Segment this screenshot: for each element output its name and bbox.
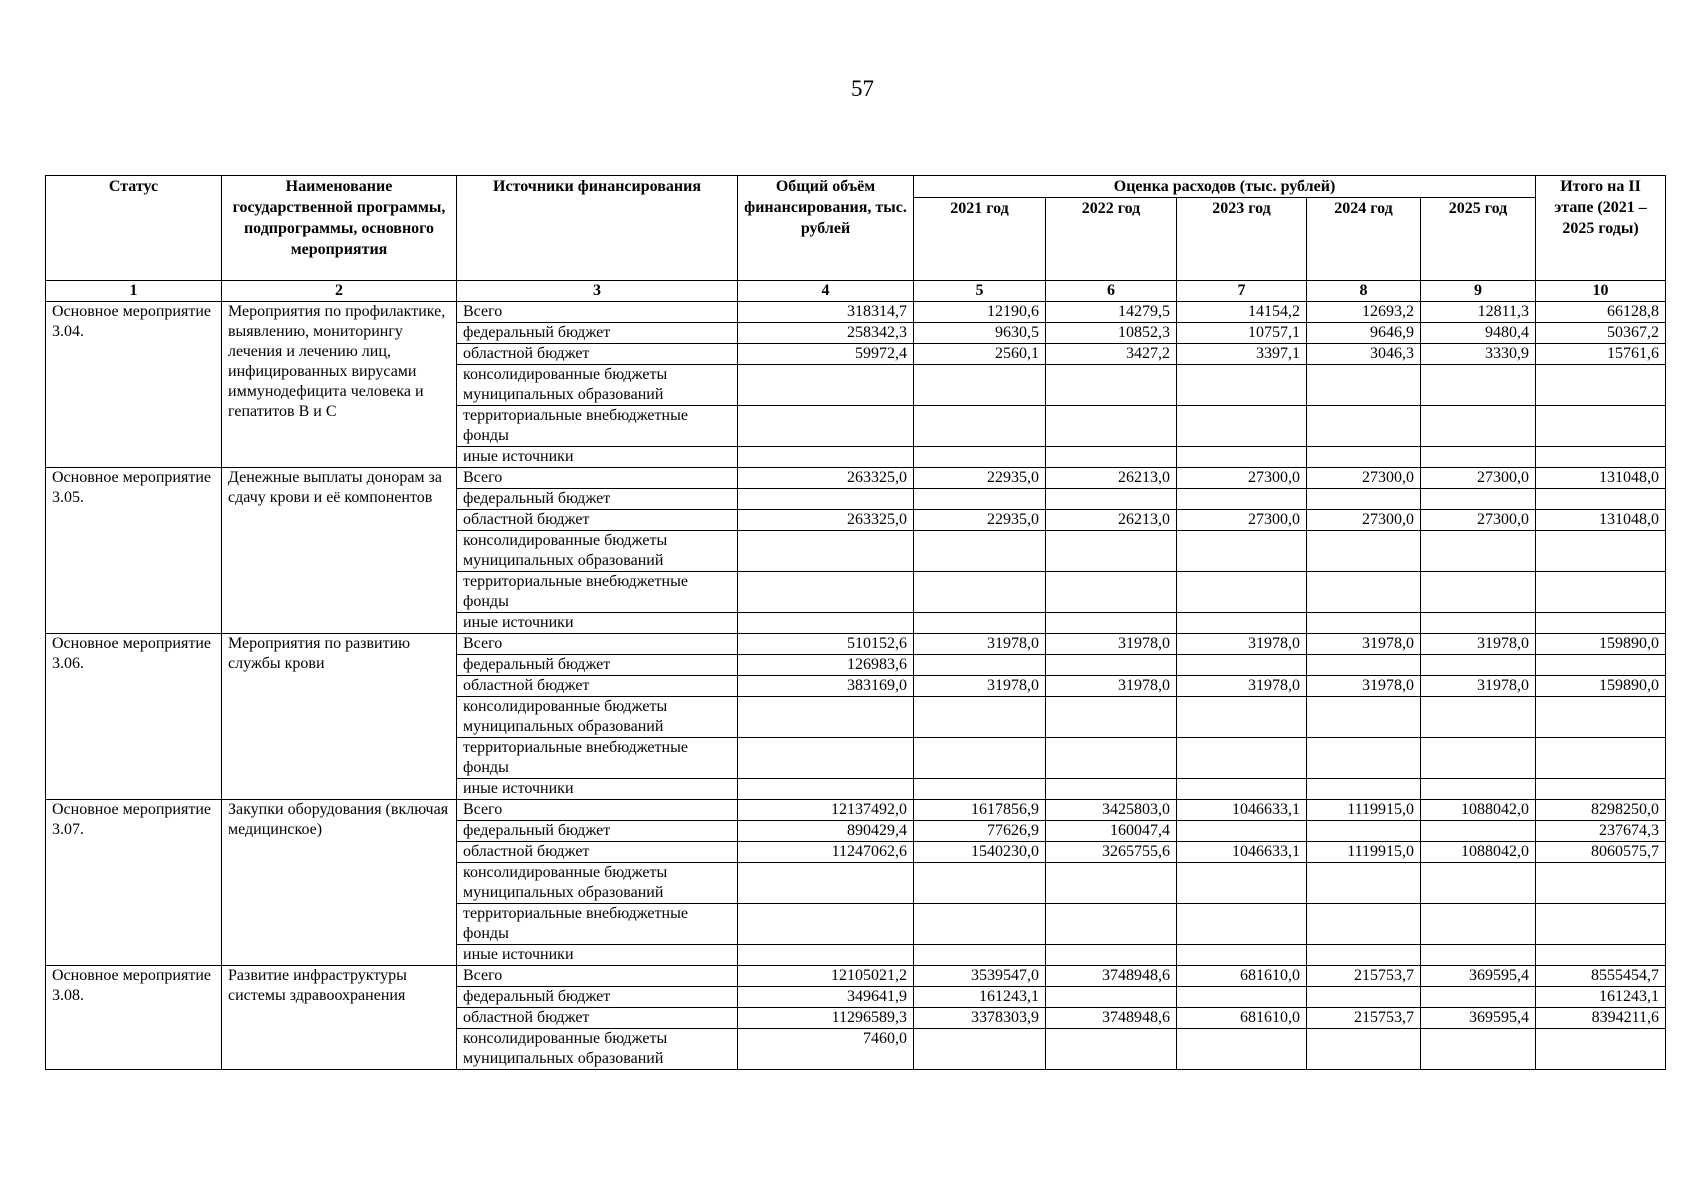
header-year: 2023 год [1177, 198, 1307, 281]
year-value-cell: 3427,2 [1046, 344, 1177, 365]
year-value-cell: 1119915,0 [1307, 842, 1421, 863]
year-value-cell: 161243,1 [914, 987, 1046, 1008]
year-value-cell [1421, 904, 1536, 945]
source-cell: федеральный бюджет [457, 323, 738, 344]
year-value-cell [1307, 531, 1421, 572]
column-number: 2 [222, 281, 457, 302]
year-value-cell [1046, 1029, 1177, 1070]
year-value-cell: 10757,1 [1177, 323, 1307, 344]
year-value-cell [914, 779, 1046, 800]
total-cell [738, 489, 914, 510]
year-value-cell [1307, 613, 1421, 634]
source-cell: федеральный бюджет [457, 987, 738, 1008]
column-number: 7 [1177, 281, 1307, 302]
source-cell: иные источники [457, 945, 738, 966]
year-value-cell: 160047,4 [1046, 821, 1177, 842]
total-cell: 318314,7 [738, 302, 914, 323]
stage-total-cell [1536, 613, 1666, 634]
year-value-cell [1421, 987, 1536, 1008]
source-cell: территориальные внебюджетные фонды [457, 572, 738, 613]
source-cell: консолидированные бюджеты муниципальных образований [457, 365, 738, 406]
year-value-cell [1177, 613, 1307, 634]
stage-total-cell [1536, 655, 1666, 676]
stage-total-cell [1536, 738, 1666, 779]
source-cell: Всего [457, 634, 738, 655]
source-cell: федеральный бюджет [457, 489, 738, 510]
stage-total-cell: 131048,0 [1536, 510, 1666, 531]
total-cell [738, 613, 914, 634]
year-value-cell: 3265755,6 [1046, 842, 1177, 863]
year-value-cell: 3046,3 [1307, 344, 1421, 365]
total-cell: 258342,3 [738, 323, 914, 344]
year-value-cell: 1046633,1 [1177, 800, 1307, 821]
stage-total-cell [1536, 904, 1666, 945]
table-row [46, 800, 1666, 821]
year-value-cell: 369595,4 [1421, 966, 1536, 987]
year-value-cell: 3378303,9 [914, 1008, 1046, 1029]
year-value-cell [1307, 987, 1421, 1008]
source-cell: областной бюджет [457, 676, 738, 697]
year-value-cell: 27300,0 [1177, 468, 1307, 489]
year-value-cell [1421, 1029, 1536, 1070]
year-value-cell [1421, 821, 1536, 842]
stage-total-cell [1536, 863, 1666, 904]
column-number: 9 [1421, 281, 1536, 302]
stage-total-cell [1536, 945, 1666, 966]
year-value-cell [1177, 821, 1307, 842]
header-status: Статус [46, 176, 222, 281]
source-cell: областной бюджет [457, 842, 738, 863]
column-numbers-row [46, 281, 1666, 302]
year-value-cell: 215753,7 [1307, 966, 1421, 987]
total-cell: 12137492,0 [738, 800, 914, 821]
year-value-cell [1177, 406, 1307, 447]
year-value-cell [1421, 613, 1536, 634]
year-value-cell [1421, 697, 1536, 738]
year-value-cell [1177, 655, 1307, 676]
stage-total-cell [1536, 489, 1666, 510]
source-cell: областной бюджет [457, 1008, 738, 1029]
year-value-cell: 22935,0 [914, 468, 1046, 489]
total-cell: 510152,6 [738, 634, 914, 655]
header-stage-total: Итого на II этапе (2021 – 2025 годы) [1536, 176, 1666, 281]
total-cell: 7460,0 [738, 1029, 914, 1070]
measure-name-cell: Денежные выплаты донорам за сдачу крови и её компонентов [222, 468, 457, 634]
year-value-cell: 26213,0 [1046, 510, 1177, 531]
source-cell: консолидированные бюджеты муниципальных образований [457, 1029, 738, 1070]
year-value-cell [1307, 365, 1421, 406]
year-value-cell: 3748948,6 [1046, 1008, 1177, 1029]
column-number: 6 [1046, 281, 1177, 302]
year-value-cell [1177, 365, 1307, 406]
table-row [46, 966, 1666, 987]
stage-total-cell: 15761,6 [1536, 344, 1666, 365]
year-value-cell [1177, 987, 1307, 1008]
year-value-cell [1421, 738, 1536, 779]
year-value-cell [914, 697, 1046, 738]
source-cell: федеральный бюджет [457, 655, 738, 676]
year-value-cell [1046, 406, 1177, 447]
year-value-cell: 1119915,0 [1307, 800, 1421, 821]
year-value-cell [1307, 863, 1421, 904]
stage-total-cell [1536, 697, 1666, 738]
year-value-cell: 369595,4 [1421, 1008, 1536, 1029]
year-value-cell: 31978,0 [914, 676, 1046, 697]
header-year: 2021 год [914, 198, 1046, 281]
year-value-cell: 1540230,0 [914, 842, 1046, 863]
year-value-cell [914, 365, 1046, 406]
table-body [46, 302, 1666, 1070]
source-cell: областной бюджет [457, 510, 738, 531]
stage-total-cell [1536, 779, 1666, 800]
year-value-cell: 26213,0 [1046, 468, 1177, 489]
year-value-cell: 12811,3 [1421, 302, 1536, 323]
total-cell: 126983,6 [738, 655, 914, 676]
year-value-cell [1421, 365, 1536, 406]
year-value-cell [1177, 697, 1307, 738]
header-sources: Источники финансирования [457, 176, 738, 281]
year-value-cell [1177, 489, 1307, 510]
stage-total-cell: 161243,1 [1536, 987, 1666, 1008]
year-value-cell [1307, 447, 1421, 468]
stage-total-cell: 8555454,7 [1536, 966, 1666, 987]
year-value-cell [914, 1029, 1046, 1070]
column-number: 4 [738, 281, 914, 302]
year-value-cell [914, 863, 1046, 904]
total-cell [738, 863, 914, 904]
year-value-cell [1307, 945, 1421, 966]
source-cell: территориальные внебюджетные фонды [457, 904, 738, 945]
total-cell [738, 779, 914, 800]
year-value-cell: 77626,9 [914, 821, 1046, 842]
year-value-cell [1307, 489, 1421, 510]
source-cell: территориальные внебюджетные фонды [457, 406, 738, 447]
year-value-cell [1046, 945, 1177, 966]
year-value-cell [1307, 697, 1421, 738]
total-cell: 59972,4 [738, 344, 914, 365]
year-value-cell: 27300,0 [1177, 510, 1307, 531]
year-value-cell [1421, 489, 1536, 510]
status-cell: Основное мероприятие 3.06. [46, 634, 222, 800]
year-value-cell [1046, 447, 1177, 468]
stage-total-cell [1536, 406, 1666, 447]
year-value-cell [1421, 863, 1536, 904]
year-value-cell [1046, 697, 1177, 738]
year-value-cell [1421, 655, 1536, 676]
year-value-cell [1177, 945, 1307, 966]
year-value-cell [1046, 738, 1177, 779]
year-value-cell [914, 572, 1046, 613]
year-value-cell [1421, 779, 1536, 800]
year-value-cell: 9630,5 [914, 323, 1046, 344]
year-value-cell [914, 489, 1046, 510]
year-value-cell [914, 655, 1046, 676]
stage-total-cell: 8394211,6 [1536, 1008, 1666, 1029]
stage-total-cell: 159890,0 [1536, 676, 1666, 697]
year-value-cell [914, 531, 1046, 572]
year-value-cell [1177, 738, 1307, 779]
year-value-cell [914, 945, 1046, 966]
source-cell: консолидированные бюджеты муниципальных образований [457, 531, 738, 572]
source-cell: иные источники [457, 613, 738, 634]
year-value-cell: 681610,0 [1177, 1008, 1307, 1029]
measure-name-cell: Мероприятия по развитию службы крови [222, 634, 457, 800]
total-cell [738, 945, 914, 966]
year-value-cell [1307, 738, 1421, 779]
year-value-cell [1046, 613, 1177, 634]
column-number: 5 [914, 281, 1046, 302]
year-value-cell: 12693,2 [1307, 302, 1421, 323]
year-value-cell [1046, 489, 1177, 510]
year-value-cell [1177, 863, 1307, 904]
total-cell [738, 365, 914, 406]
year-value-cell: 31978,0 [1307, 634, 1421, 655]
year-value-cell [914, 447, 1046, 468]
year-value-cell [1421, 945, 1536, 966]
measure-name-cell: Развитие инфраструктуры системы здравоохранения [222, 966, 457, 1070]
source-cell: консолидированные бюджеты муниципальных образований [457, 863, 738, 904]
year-value-cell: 27300,0 [1307, 468, 1421, 489]
header-estimate: Оценка расходов (тыс. рублей) [914, 176, 1536, 198]
year-value-cell [1421, 447, 1536, 468]
source-cell: федеральный бюджет [457, 821, 738, 842]
year-value-cell [1046, 779, 1177, 800]
source-cell: областной бюджет [457, 344, 738, 365]
year-value-cell: 12190,6 [914, 302, 1046, 323]
column-number: 1 [46, 281, 222, 302]
year-value-cell: 3425803,0 [1046, 800, 1177, 821]
stage-total-cell: 8298250,0 [1536, 800, 1666, 821]
total-cell: 263325,0 [738, 510, 914, 531]
source-cell: консолидированные бюджеты муниципальных образований [457, 697, 738, 738]
source-cell: иные источники [457, 447, 738, 468]
year-value-cell: 3397,1 [1177, 344, 1307, 365]
source-cell: Всего [457, 966, 738, 987]
total-cell [738, 531, 914, 572]
header-year: 2024 год [1307, 198, 1421, 281]
source-cell: Всего [457, 800, 738, 821]
total-cell: 890429,4 [738, 821, 914, 842]
stage-total-cell [1536, 365, 1666, 406]
total-cell: 11247062,6 [738, 842, 914, 863]
stage-total-cell: 8060575,7 [1536, 842, 1666, 863]
year-value-cell [1046, 655, 1177, 676]
year-value-cell [1307, 655, 1421, 676]
year-value-cell: 31978,0 [914, 634, 1046, 655]
year-value-cell [1177, 572, 1307, 613]
stage-total-cell [1536, 447, 1666, 468]
total-cell [738, 904, 914, 945]
year-value-cell: 31978,0 [1177, 676, 1307, 697]
stage-total-cell [1536, 1029, 1666, 1070]
year-value-cell [1177, 904, 1307, 945]
year-value-cell [1177, 447, 1307, 468]
total-cell [738, 447, 914, 468]
year-value-cell [1046, 531, 1177, 572]
total-cell [738, 572, 914, 613]
year-value-cell: 27300,0 [1307, 510, 1421, 531]
measure-name-cell: Закупки оборудования (включая медицинское) [222, 800, 457, 966]
stage-total-cell: 237674,3 [1536, 821, 1666, 842]
year-value-cell: 31978,0 [1046, 634, 1177, 655]
year-value-cell [1307, 1029, 1421, 1070]
total-cell: 11296589,3 [738, 1008, 914, 1029]
year-value-cell [1177, 531, 1307, 572]
year-value-cell [1046, 863, 1177, 904]
status-cell: Основное мероприятие 3.04. [46, 302, 222, 468]
year-value-cell: 3539547,0 [914, 966, 1046, 987]
year-value-cell: 9480,4 [1421, 323, 1536, 344]
year-value-cell [1307, 572, 1421, 613]
year-value-cell: 14154,2 [1177, 302, 1307, 323]
source-cell: территориальные внебюджетные фонды [457, 738, 738, 779]
year-value-cell: 3748948,6 [1046, 966, 1177, 987]
measure-name-cell: Мероприятия по профилактике, выявлению, мониторингу лечения и лечению лиц, инфицированных вирусами иммунодефицита человека и гепатитов В и С [222, 302, 457, 468]
year-value-cell: 215753,7 [1307, 1008, 1421, 1029]
year-value-cell: 9646,9 [1307, 323, 1421, 344]
year-value-cell [1046, 365, 1177, 406]
column-number: 8 [1307, 281, 1421, 302]
year-value-cell: 27300,0 [1421, 510, 1536, 531]
year-value-cell: 2560,1 [914, 344, 1046, 365]
year-value-cell [1177, 779, 1307, 800]
year-value-cell: 1088042,0 [1421, 842, 1536, 863]
year-value-cell: 1046633,1 [1177, 842, 1307, 863]
total-cell: 263325,0 [738, 468, 914, 489]
year-value-cell: 3330,9 [1421, 344, 1536, 365]
table-row [46, 302, 1666, 323]
header-total: Общий объём финансирования, тыс. рублей [738, 176, 914, 281]
column-number: 3 [457, 281, 738, 302]
stage-total-cell: 66128,8 [1536, 302, 1666, 323]
year-value-cell: 681610,0 [1177, 966, 1307, 987]
total-cell: 383169,0 [738, 676, 914, 697]
financing-table [45, 175, 1666, 1070]
total-cell [738, 406, 914, 447]
column-number: 10 [1536, 281, 1666, 302]
year-value-cell [1046, 904, 1177, 945]
total-cell [738, 738, 914, 779]
header-name: Наименование государственной программы, подпрограммы, основного мероприятия [222, 176, 457, 281]
table-row [46, 634, 1666, 655]
year-value-cell [914, 406, 1046, 447]
year-value-cell: 31978,0 [1177, 634, 1307, 655]
year-value-cell [914, 613, 1046, 634]
total-cell [738, 697, 914, 738]
stage-total-cell: 131048,0 [1536, 468, 1666, 489]
year-value-cell [1421, 406, 1536, 447]
source-cell: иные источники [457, 779, 738, 800]
year-value-cell: 31978,0 [1421, 676, 1536, 697]
year-value-cell: 27300,0 [1421, 468, 1536, 489]
year-value-cell: 31978,0 [1046, 676, 1177, 697]
table-header [46, 176, 1666, 302]
year-value-cell [1046, 987, 1177, 1008]
year-value-cell [1307, 821, 1421, 842]
status-cell: Основное мероприятие 3.08. [46, 966, 222, 1070]
year-value-cell: 14279,5 [1046, 302, 1177, 323]
year-value-cell: 31978,0 [1307, 676, 1421, 697]
stage-total-cell [1536, 531, 1666, 572]
year-value-cell: 1088042,0 [1421, 800, 1536, 821]
year-value-cell [1307, 406, 1421, 447]
total-cell: 12105021,2 [738, 966, 914, 987]
stage-total-cell [1536, 572, 1666, 613]
year-value-cell: 31978,0 [1421, 634, 1536, 655]
year-value-cell [1177, 1029, 1307, 1070]
header-year: 2025 год [1421, 198, 1536, 281]
total-cell: 349641,9 [738, 987, 914, 1008]
status-cell: Основное мероприятие 3.07. [46, 800, 222, 966]
year-value-cell [914, 738, 1046, 779]
year-value-cell [1046, 572, 1177, 613]
page-number: 57 [851, 76, 874, 101]
table-row [46, 468, 1666, 489]
year-value-cell [1307, 779, 1421, 800]
source-cell: Всего [457, 302, 738, 323]
year-value-cell: 22935,0 [914, 510, 1046, 531]
year-value-cell: 10852,3 [1046, 323, 1177, 344]
stage-total-cell: 50367,2 [1536, 323, 1666, 344]
year-value-cell: 1617856,9 [914, 800, 1046, 821]
source-cell: Всего [457, 468, 738, 489]
year-value-cell [1421, 531, 1536, 572]
header-year: 2022 год [1046, 198, 1177, 281]
year-value-cell [1421, 572, 1536, 613]
stage-total-cell: 159890,0 [1536, 634, 1666, 655]
year-value-cell [1307, 904, 1421, 945]
year-value-cell [914, 904, 1046, 945]
status-cell: Основное мероприятие 3.05. [46, 468, 222, 634]
